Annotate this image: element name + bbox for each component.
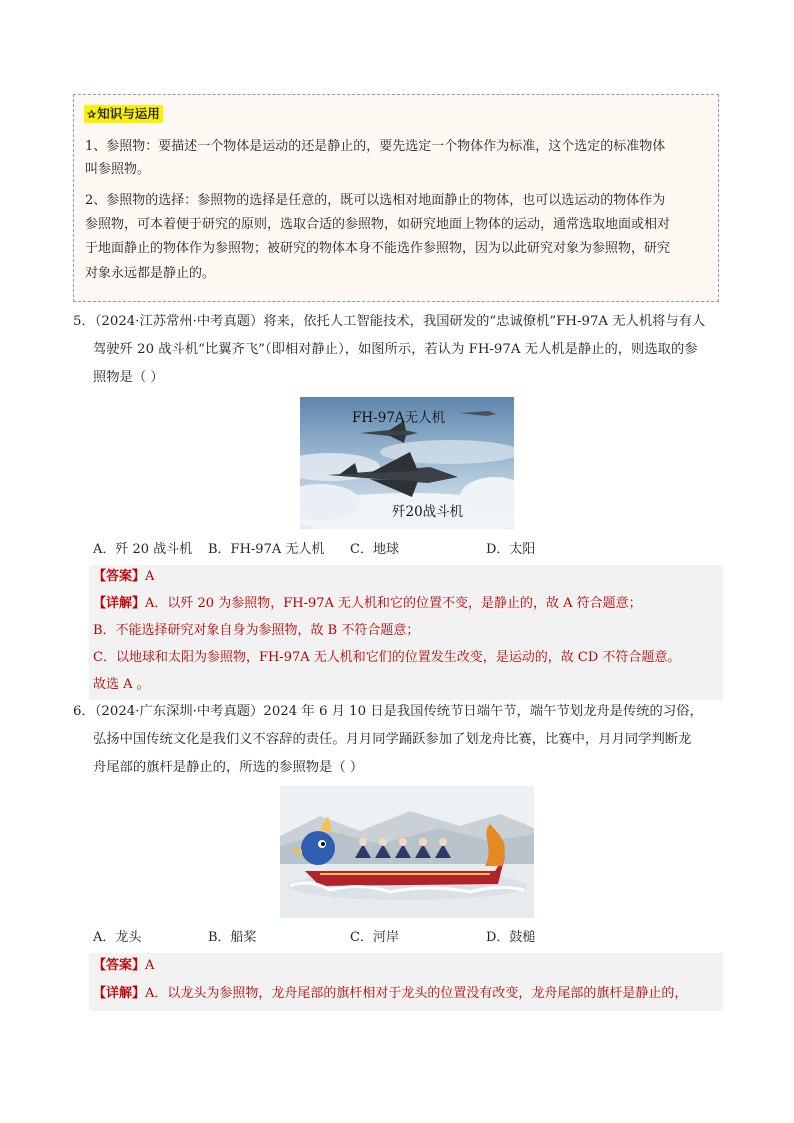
q5-line: 5．（2024·江苏常州·中考真题）将来，依托人工智能技术，我国研发的“忠诚僚机”FH-97A 无人机将与有人 (73, 314, 706, 329)
knowledge-line: 叫参照物。 (85, 162, 151, 177)
q6-option-a[interactable]: A．龙头 (93, 930, 142, 945)
q5-option-d[interactable]: D．太阳 (486, 542, 536, 557)
q6-line: 弘扬中国传统文化是我们义不容辞的责任。月月同学踊跃参加了划龙舟比赛，比赛中，月月同学判断龙 (93, 732, 692, 747)
q5-option-b[interactable]: B．FH-97A 无人机 (208, 542, 325, 557)
fighter-jet-image (300, 397, 514, 529)
q5-detail-line: C．以地球和太阳为参照物，FH-97A 无人机和它们的位置发生改变，是运动的，故 CD 不符合题意。 (93, 650, 681, 665)
q6-line: 舟尾部的旗杆是静止的，所选的参照物是（ ） (93, 760, 364, 775)
q6-answer (93, 957, 154, 975)
detail-text: A．以歼 20 为参照物，FH-97A 无人机和它的位置不变，是静止的，故 A 符合题意； (145, 596, 642, 611)
knowledge-line: 1、参照物：要描述一个物体是运动的还是静止的，要先选定一个物体作为标准，这个选定的标准物体 (85, 139, 666, 154)
q5-detail-line: B．不能选择研究对象自身为参照物，故 B 不符合题意； (93, 623, 420, 638)
q6-line: 6．（2024·广东深圳·中考真题）2024 年 6 月 10 日是我国传统节日端午节，端午节划龙舟是传统的习俗， (73, 704, 703, 719)
q5-detail-line (93, 595, 642, 613)
q6-option-b[interactable]: B．船桨 (208, 930, 257, 945)
q5-answer (93, 568, 154, 586)
q6-option-c[interactable]: C．河岸 (350, 930, 399, 945)
dragon-boat-image (280, 786, 534, 918)
q5-line: 照物是（ ） (93, 370, 164, 385)
detail-label: 【详解】 (93, 596, 146, 611)
q5-option-c[interactable]: C．地球 (350, 542, 399, 557)
fighter-label: 歼20战斗机 (392, 504, 464, 520)
drone-label: FH-97A无人机 (352, 410, 446, 426)
q6-detail-line (93, 985, 687, 1003)
answer-value: A (145, 958, 155, 973)
knowledge-tag-text: 知识与运用 (97, 106, 160, 121)
detail-label: 【详解】 (93, 986, 146, 1001)
detail-text: A．以龙头为参照物，龙舟尾部的旗杆相对于龙头的位置没有改变，龙舟尾部的旗杆是静止的， (145, 986, 688, 1001)
star-icon: ✰ (87, 108, 97, 121)
answer-label: 【答案】 (93, 569, 146, 584)
answer-value: A (145, 569, 155, 584)
q6-option-d[interactable]: D．鼓槌 (486, 930, 536, 945)
knowledge-tag (84, 105, 163, 123)
q5-line: 驾驶歼 20 战斗机“比翼齐飞”（即相对静止），如图所示，若认为 FH-97A 无人机是静止的，则选取的参 (93, 342, 698, 357)
knowledge-line: 于地面静止的物体作为参照物；被研究的物体本身不能选作参照物，因为以此研究对象为参照物，研究 (85, 241, 671, 256)
knowledge-line: 参照物，可本着便于研究的原则，选取合适的参照物，如研究地面上物体的运动，通常选取地面或相对 (85, 217, 671, 232)
knowledge-line: 对象永远都是静止的。 (85, 266, 216, 281)
knowledge-box (73, 94, 719, 302)
knowledge-line: 2、参照物的选择：参照物的选择是任意的，既可以选相对地面静止的物体，也可以选运动的物体作为 (85, 193, 666, 208)
q5-option-a[interactable]: A．歼 20 战斗机 (93, 542, 193, 557)
q5-detail-line: 故选 A 。 (93, 677, 150, 692)
answer-label: 【答案】 (93, 958, 146, 973)
